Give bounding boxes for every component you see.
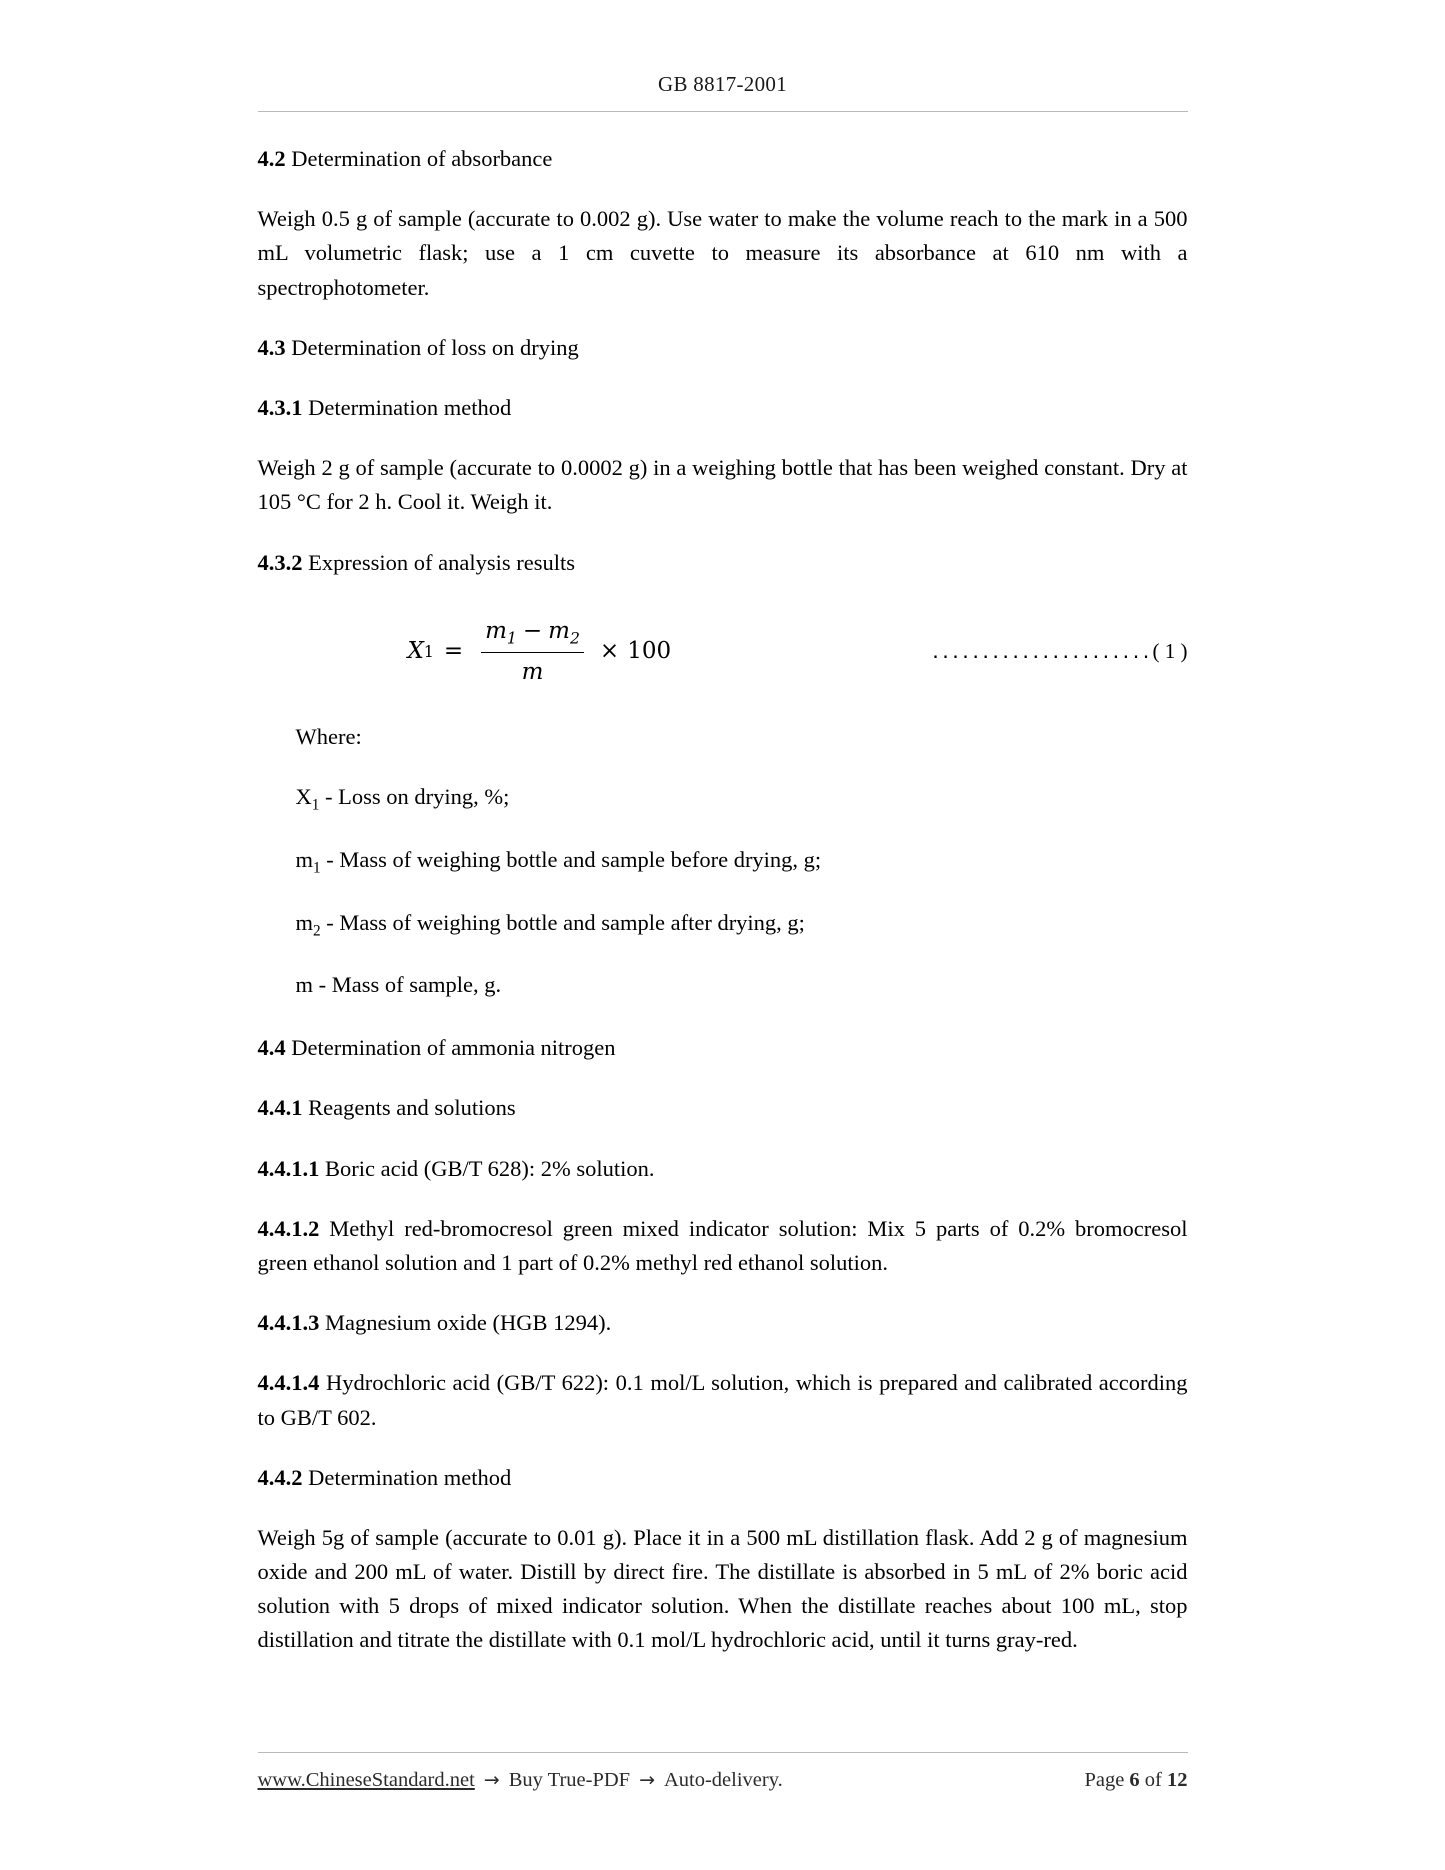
equation-lhs: X	[407, 638, 424, 665]
section-number: 4.2	[257, 146, 286, 171]
arrow-right-icon-2: →	[639, 1769, 655, 1791]
numerator-m2: m	[548, 617, 570, 644]
section-number: 4.4.1.2	[257, 1215, 320, 1241]
section-heading-4-4-1-2	[258, 1212, 1188, 1280]
section-number: 4.4	[257, 1035, 286, 1061]
minus-sign: −	[522, 617, 543, 644]
section-heading-4-2	[258, 142, 1188, 176]
section-number: 4.4.1.3	[257, 1310, 320, 1336]
arrow-right-icon: →	[483, 1769, 500, 1791]
equation-lhs-subscript: 1	[423, 641, 434, 661]
fraction-denominator: m	[521, 659, 544, 686]
section-title: Magnesium oxide (HGB 1294).	[325, 1310, 612, 1336]
buy-label: Buy True-PDF	[508, 1769, 631, 1791]
section-title: Determination of loss on drying	[291, 334, 579, 360]
section-heading-4-4-1-1	[258, 1152, 1188, 1186]
equation-number: ( 1 )	[1152, 638, 1188, 663]
paragraph-ammonia-method: Weigh 5g of sample (accurate to 0.01 g). Place it in a 500 mL distillation flask. Add 2 g of magnesium oxide and 200 mL of water. Distill by direct fire. The distillate is absorbed in 5 mL of 2% boric acid solution with 5 drops of mixed indicator solution. When the distillate reaches about 100 mL, stop distillation and titrate the distillate with 0.1 mol/L hydrochloric acid, until it turns gray-red.	[257, 1524, 1188, 1653]
section-heading-4-4-1-3	[258, 1306, 1188, 1340]
section-heading-4-4-2	[258, 1461, 1188, 1495]
definition-symbol: X	[295, 784, 312, 810]
definition-subscript: 1	[311, 796, 320, 814]
leader-dots: ․․․․․․․․․․․․․․․․․․․․․․	[931, 638, 1153, 663]
equation-1	[408, 614, 672, 690]
page-label: Page	[1084, 1769, 1125, 1791]
document-content	[258, 112, 1188, 1658]
numerator-m2-sub: 2	[569, 628, 580, 648]
page-footer	[258, 1752, 1188, 1792]
section-number: 4.3	[257, 334, 286, 360]
section-title: Determination method	[308, 1464, 512, 1490]
definition-x1	[296, 780, 1188, 817]
standard-id: GB 8817-2001	[657, 72, 787, 96]
section-heading-4-3-2	[258, 546, 1188, 580]
section-number: 4.4.1.1	[257, 1155, 320, 1181]
fraction-numerator	[481, 614, 584, 652]
section-title: Determination method	[308, 394, 512, 420]
section-number: 4.4.2	[257, 1464, 303, 1490]
page-indicator	[1084, 1769, 1187, 1792]
section-title: Expression of analysis results	[308, 549, 575, 575]
section-heading-4-3	[258, 331, 1188, 365]
definition-subscript: 1	[313, 859, 321, 877]
fraction	[481, 614, 584, 690]
definition-symbol: m	[295, 972, 314, 998]
times-sign: ×	[599, 638, 620, 665]
section-heading-4-4	[258, 1031, 1188, 1065]
page-total: 12	[1167, 1769, 1188, 1791]
section-number: 4.3.2	[257, 549, 303, 575]
definition-subscript: 2	[313, 922, 321, 940]
footer-divider	[258, 1752, 1188, 1753]
website-link[interactable]: www.ChineseStandard.net	[257, 1769, 475, 1791]
numerator-m1-sub: 1	[506, 628, 517, 648]
section-title: Boric acid (GB/T 628): 2% solution.	[325, 1155, 655, 1181]
section-title: Reagents and solutions	[308, 1095, 516, 1121]
definition-text: - Mass of weighing bottle and sample after drying, g;	[320, 909, 805, 935]
numerator-m1: m	[485, 617, 507, 644]
definition-text: - Loss on drying, %;	[319, 784, 510, 810]
definition-m1	[296, 843, 1188, 880]
section-heading-4-4-1	[258, 1091, 1188, 1125]
of-label: of	[1144, 1769, 1162, 1791]
definition-text: - Mass of sample, g.	[313, 972, 502, 998]
equation-leader-dots	[932, 636, 1188, 668]
equation-factor: 100	[627, 638, 672, 665]
section-title: Determination of absorbance	[291, 146, 553, 171]
definition-m2	[296, 906, 1188, 943]
section-title: Methyl red-bromocresol green mixed indicator solution: Mix 5 parts of 0.2% bromocresol green ethanol solution and 1 part of 0.2% methyl red ethanol solution.	[257, 1215, 1188, 1275]
section-title: Hydrochloric acid (GB/T 622): 0.1 mol/L solution, which is prepared and calibrated according to GB/T 602.	[257, 1370, 1188, 1430]
paragraph-absorbance: Weigh 0.5 g of sample (accurate to 0.002 g). Use water to make the volume reach to the mark in a 500 mL volumetric flask; use a 1 cm cuvette to measure its absorbance at 610 nm with a spectrophotometer.	[257, 206, 1188, 300]
page-header	[0, 0, 1445, 97]
definition-text: - Mass of weighing bottle and sample before drying, g;	[320, 846, 822, 872]
section-number: 4.4.1	[257, 1095, 303, 1121]
section-heading-4-3-1	[258, 391, 1188, 425]
definition-m	[296, 968, 1188, 1005]
section-heading-4-4-1-4	[258, 1366, 1188, 1434]
section-title: Determination of ammonia nitrogen	[291, 1035, 616, 1061]
equation-1-row	[258, 614, 1188, 690]
equals-sign: =	[443, 638, 464, 665]
delivery-label: Auto-delivery.	[663, 1769, 783, 1791]
definition-symbol: m	[295, 909, 314, 935]
page-number: 6	[1129, 1769, 1140, 1791]
paragraph-loss-on-drying-method: Weigh 2 g of sample (accurate to 0.0002 g) in a weighing bottle that has been weighed constant. Dry at 105 °C for 2 h. Cool it. Weigh it.	[257, 455, 1188, 515]
definition-symbol: m	[295, 846, 314, 872]
where-label: Where:	[295, 724, 362, 749]
section-number: 4.3.1	[257, 394, 303, 420]
section-number: 4.4.1.4	[257, 1370, 320, 1396]
